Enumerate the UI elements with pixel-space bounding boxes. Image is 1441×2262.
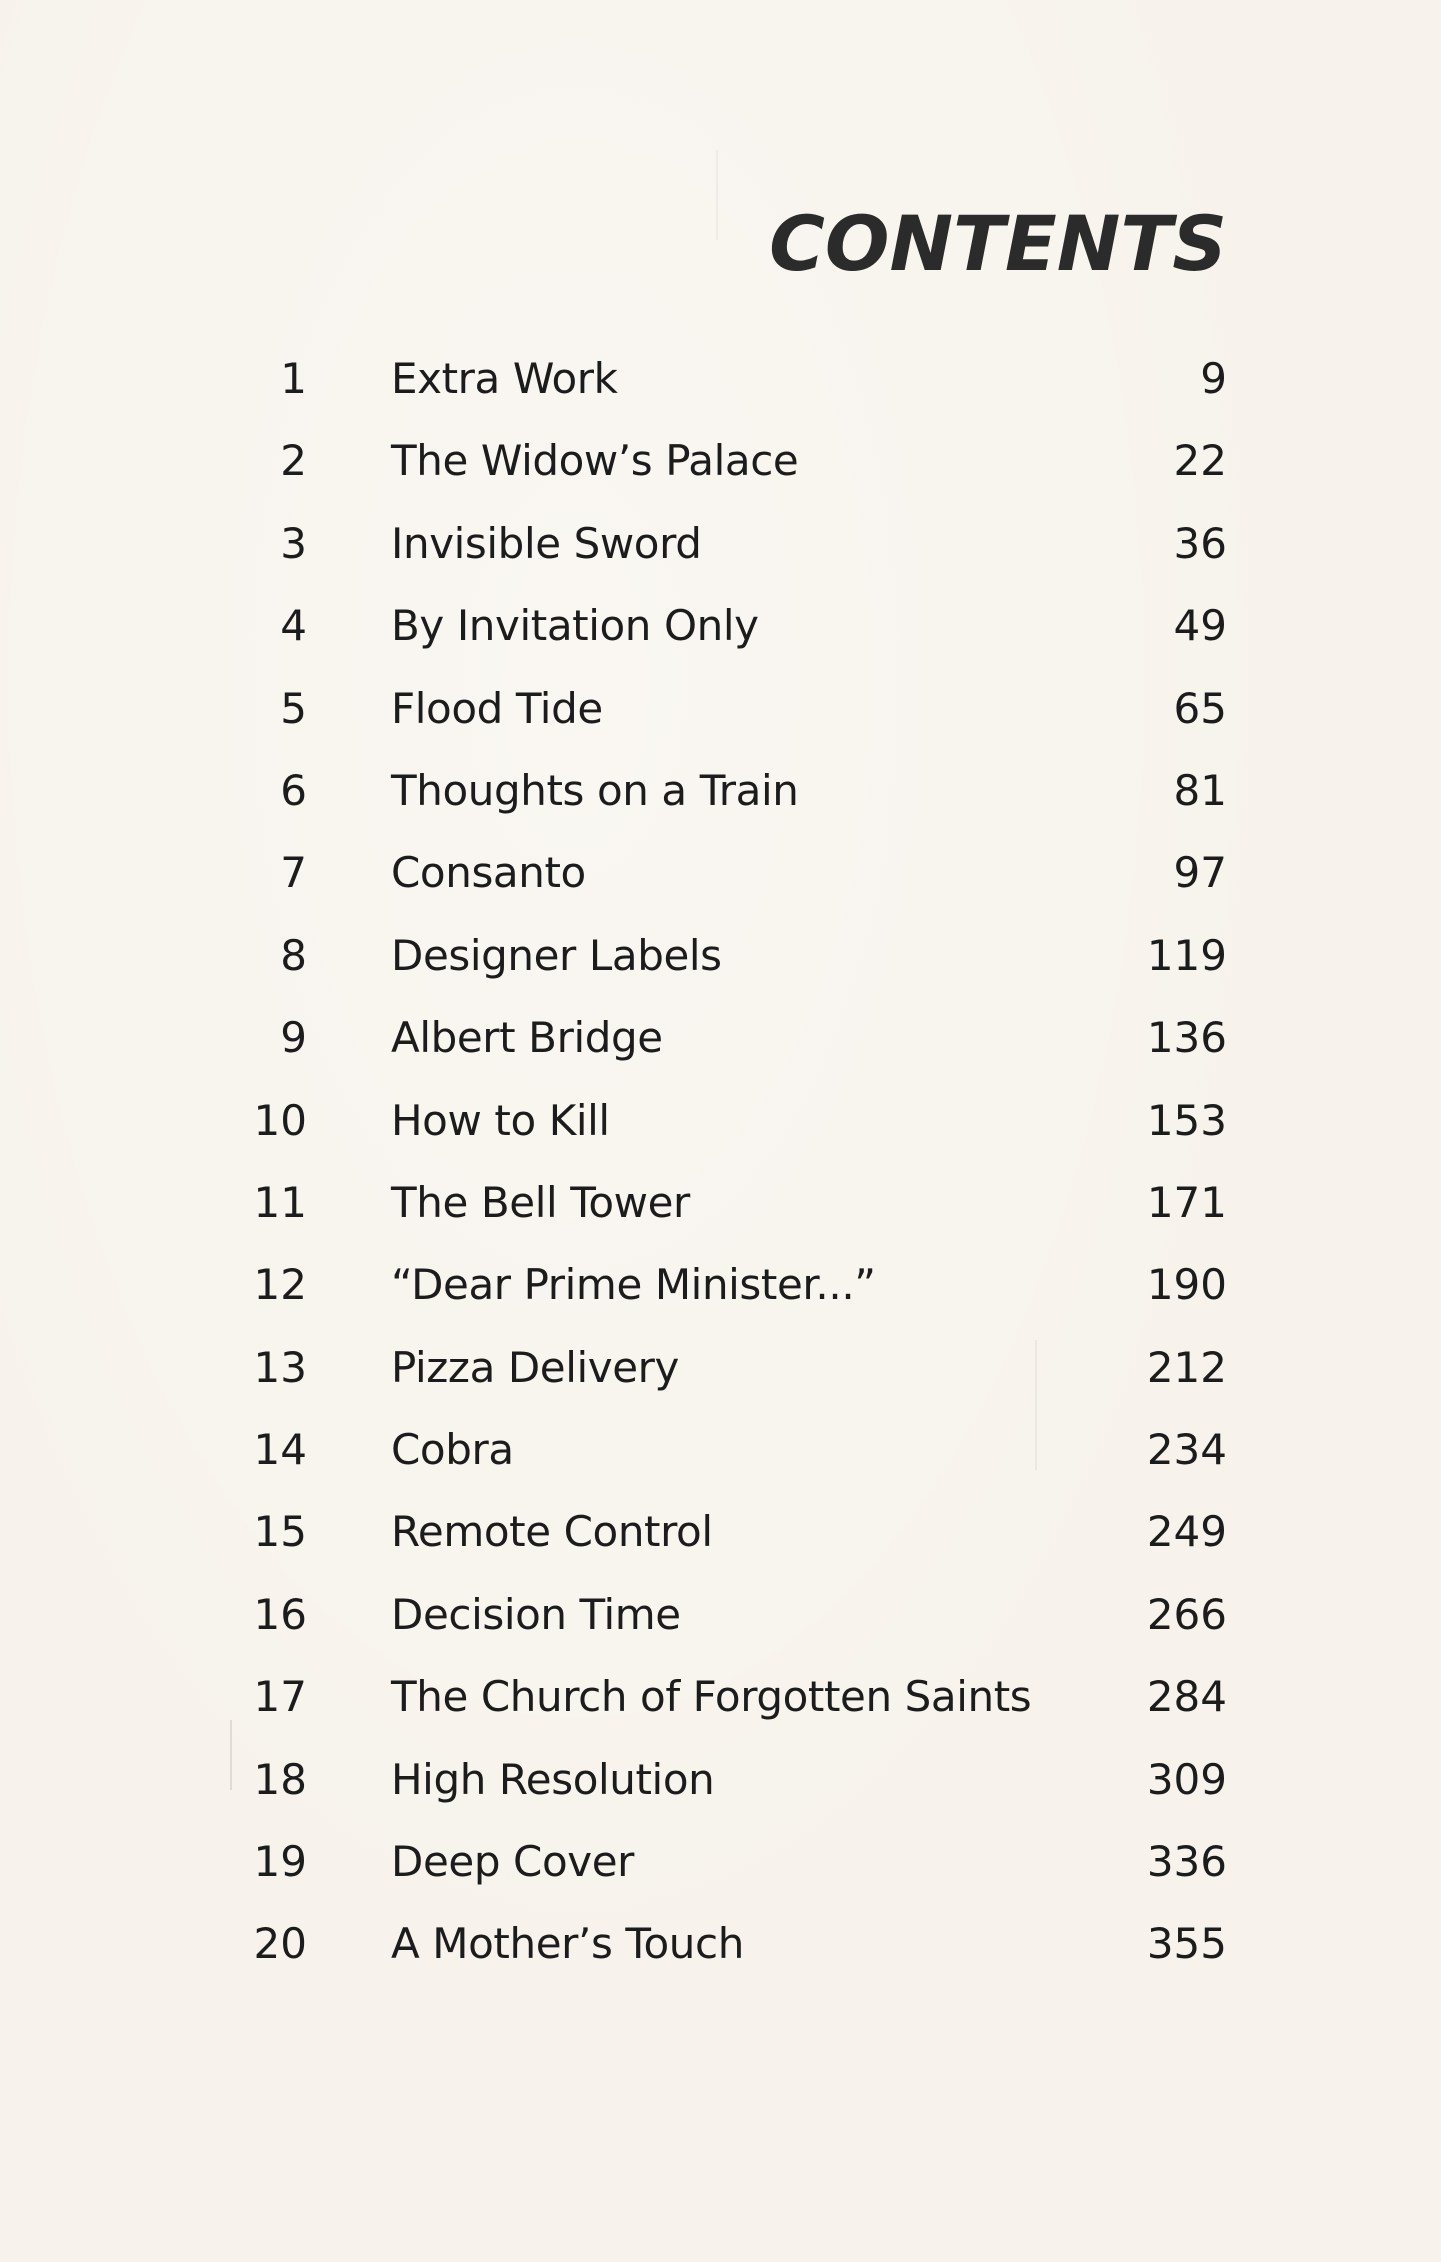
chapter-number: 1 [280,354,307,403]
chapter-number: 10 [253,1095,307,1145]
page-number: 336 [1146,1837,1227,1887]
chapter-title: “Dear Prime Minister...” [391,1260,876,1310]
toc-entry[interactable] [0,1574,1441,1656]
toc-entry[interactable] [0,832,1441,914]
page-number: 81 [1173,765,1227,815]
chapter-title: The Bell Tower [391,1177,690,1227]
chapter-title: A Mother’s Touch [391,1919,744,1969]
chapter-title: By Invitation Only [391,601,759,651]
page-number: 36 [1173,518,1227,568]
chapter-title: The Widow’s Palace [391,436,799,486]
page-number: 284 [1146,1672,1227,1722]
toc-entry[interactable] [0,1656,1441,1738]
page-number: 65 [1173,683,1227,733]
page-number: 9 [1200,354,1227,403]
page-number: 97 [1173,848,1227,898]
chapter-title: Remote Control [391,1507,713,1557]
toc-entry[interactable] [0,1903,1441,1985]
chapter-title: Consanto [391,848,586,898]
toc-entry[interactable] [0,1327,1441,1409]
chapter-number: 14 [253,1425,307,1475]
page-number: 190 [1146,1260,1227,1310]
chapter-number: 8 [280,930,307,980]
chapter-number: 17 [253,1672,307,1722]
chapter-number: 20 [253,1919,307,1969]
page-number: 309 [1146,1754,1227,1804]
chapter-title: The Church of Forgotten Saints [391,1672,1032,1722]
chapter-number: 2 [280,436,307,486]
table-of-contents [0,338,1441,1986]
chapter-number: 13 [253,1342,307,1392]
page-number: 49 [1173,601,1227,651]
page-number: 355 [1146,1919,1227,1969]
chapter-title: Invisible Sword [391,518,702,568]
chapter-title: Albert Bridge [391,1013,663,1063]
toc-entry[interactable] [0,750,1441,832]
toc-entry[interactable] [0,1162,1441,1244]
contents-heading: CONTENTS [769,199,1227,288]
chapter-number: 5 [280,683,307,733]
chapter-title: Thoughts on a Train [391,765,799,815]
toc-entry[interactable] [0,668,1441,750]
toc-entry[interactable] [0,585,1441,667]
toc-entry[interactable] [0,997,1441,1079]
toc-entry[interactable] [0,1821,1441,1903]
toc-entry[interactable] [0,338,1441,420]
chapter-number: 12 [253,1260,307,1310]
chapter-number: 7 [280,848,307,898]
chapter-number: 19 [253,1837,307,1887]
chapter-title: Extra Work [391,354,618,403]
page-number: 249 [1146,1507,1227,1557]
toc-entry[interactable] [0,915,1441,997]
page-number: 153 [1146,1095,1227,1145]
chapter-number: 18 [253,1754,307,1804]
chapter-number: 4 [280,601,307,651]
chapter-title: Decision Time [391,1589,681,1639]
chapter-title: Designer Labels [391,930,722,980]
scan-mark [716,150,718,240]
chapter-number: 9 [280,1013,307,1063]
toc-entry[interactable] [0,1739,1441,1821]
page-number: 234 [1146,1425,1227,1475]
chapter-title: Pizza Delivery [391,1342,679,1392]
chapter-number: 16 [253,1589,307,1639]
chapter-number: 3 [280,518,307,568]
page-number: 22 [1173,436,1227,486]
chapter-title: High Resolution [391,1754,715,1804]
toc-entry[interactable] [0,1409,1441,1491]
page-number: 171 [1146,1177,1227,1227]
chapter-number: 15 [253,1507,307,1557]
toc-entry[interactable] [0,1244,1441,1326]
chapter-number: 6 [280,765,307,815]
chapter-title: Cobra [391,1425,514,1475]
chapter-title: How to Kill [391,1095,610,1145]
page-number: 136 [1146,1013,1227,1063]
toc-entry[interactable] [0,1491,1441,1573]
chapter-title: Deep Cover [391,1837,635,1887]
toc-entry[interactable] [0,1080,1441,1162]
page-number: 212 [1146,1342,1227,1392]
toc-entry[interactable] [0,420,1441,502]
page-number: 266 [1146,1589,1227,1639]
chapter-number: 11 [253,1177,307,1227]
toc-entry[interactable] [0,503,1441,585]
page-number: 119 [1146,930,1227,980]
chapter-title: Flood Tide [391,683,603,733]
